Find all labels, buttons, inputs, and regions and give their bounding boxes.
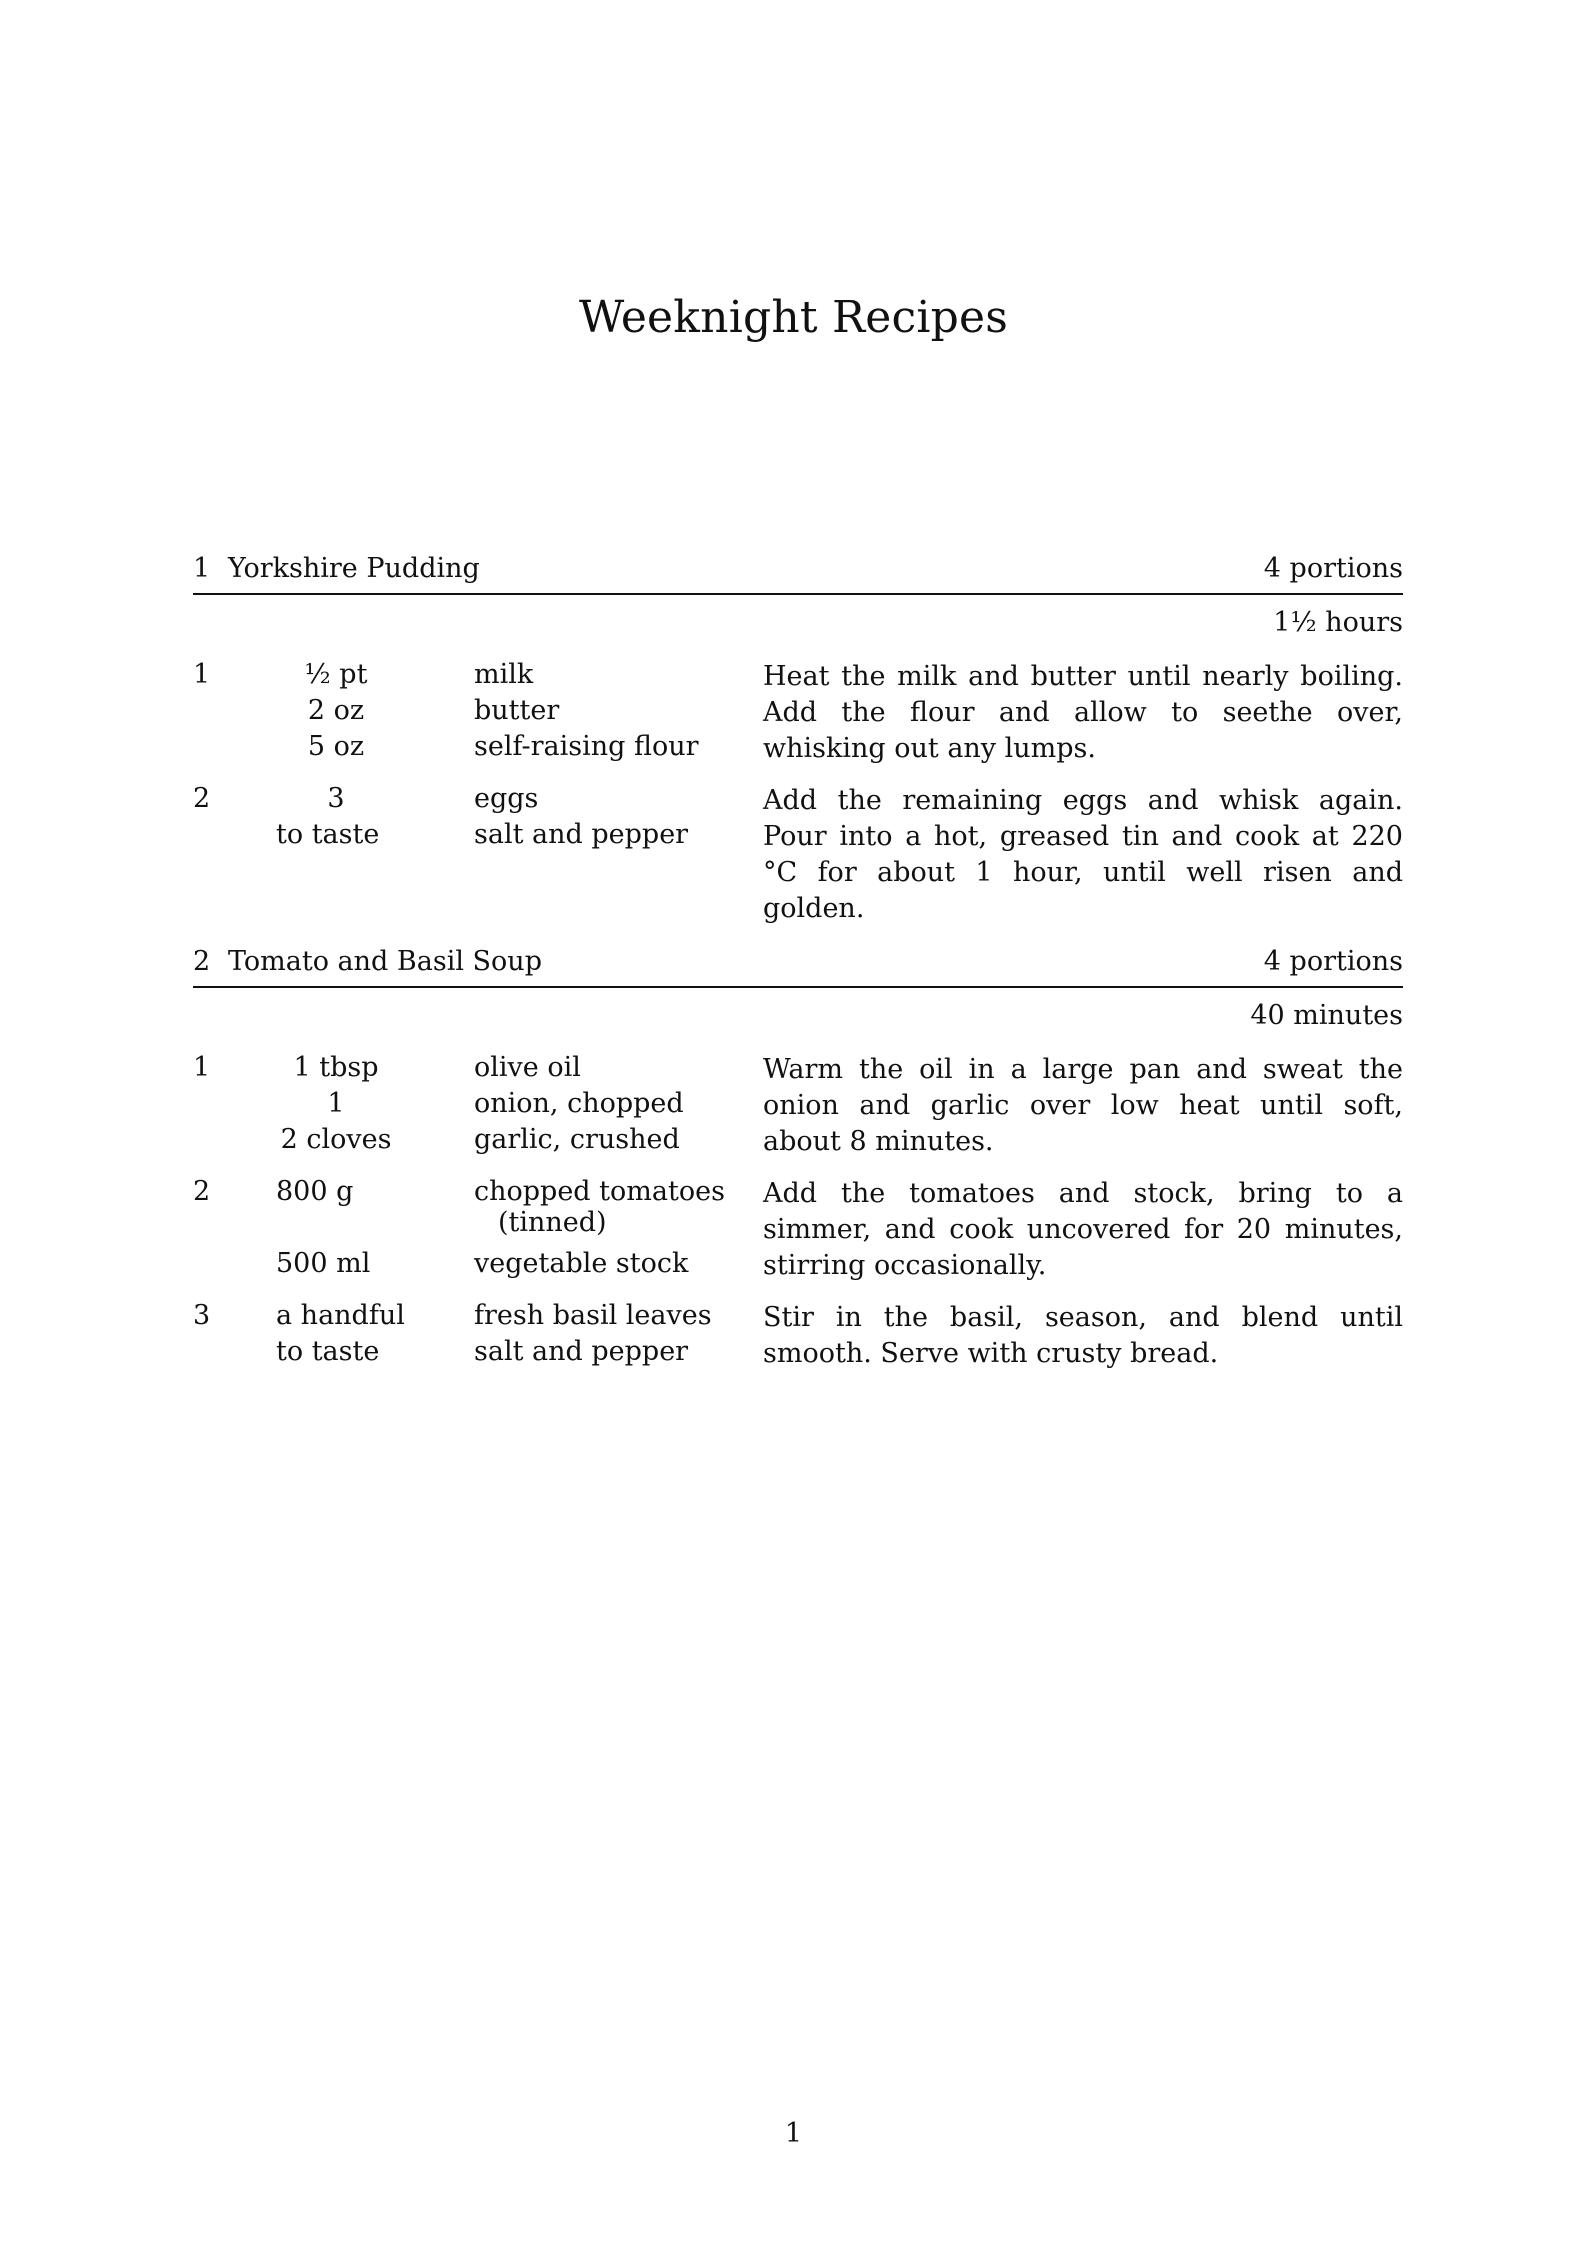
ingredient-list — [276, 1300, 744, 1372]
ingredient-quantity: to taste — [276, 1336, 380, 1367]
recipe-step — [193, 1052, 1403, 1160]
ingredient-quantity: to taste — [276, 819, 380, 850]
recipe-time: 40 minutes — [1250, 1000, 1403, 1031]
recipe-step — [193, 783, 1403, 927]
ingredient-row — [276, 1300, 744, 1336]
ingredient-quantity: 1 — [327, 1088, 345, 1119]
step-method: Add the tomatoes and stock, bring to a simmer, and cook uncovered for 20 minutes, stirring occasionally. — [763, 1178, 1403, 1281]
step-method: Heat the milk and butter until nearly boiling. Add the flour and allow to seethe over, whisking out any lumps. — [763, 661, 1403, 764]
recipe-yorkshire-pudding — [193, 553, 1403, 927]
ingredient-quantity: 2 oz — [307, 695, 365, 726]
ingredient-row — [276, 1124, 744, 1160]
ingredient-row — [276, 731, 744, 767]
ingredient-quantity: 3 — [327, 783, 345, 814]
recipe-name: Tomato and Basil Soup — [228, 946, 542, 977]
ingredient-name: salt and pepper — [474, 819, 689, 850]
ingredient-name-text: chopped tomatoes — [474, 1176, 725, 1207]
recipe-number: 2 — [193, 946, 211, 977]
ingredient-quantity: 2 cloves — [280, 1124, 392, 1155]
ingredient-name: onion, chopped — [474, 1088, 684, 1119]
step-number: 2 — [193, 783, 211, 814]
ingredient-list — [276, 783, 744, 855]
ingredient-name: eggs — [474, 783, 539, 814]
ingredient-name: fresh basil leaves — [474, 1300, 712, 1331]
ingredient-row — [276, 1052, 744, 1088]
recipe-time: 1½ hours — [1273, 607, 1403, 638]
ingredient-row — [276, 659, 744, 695]
ingredient-row — [276, 1176, 744, 1248]
ingredient-quantity: 1 tbsp — [293, 1052, 379, 1083]
recipe-header — [193, 553, 1403, 595]
ingredient-name: salt and pepper — [474, 1336, 689, 1367]
recipe-tomato-basil-soup — [193, 946, 1403, 1372]
step-number: 2 — [193, 1176, 211, 1207]
ingredient-quantity: 500 ml — [276, 1248, 371, 1279]
ingredient-name-continuation: (tinned) — [498, 1207, 607, 1238]
step-method: Stir in the basil, season, and blend until smooth. Serve with crusty bread. — [763, 1302, 1403, 1369]
ingredient-quantity: 800 g — [276, 1176, 354, 1207]
recipe-step — [193, 1176, 1403, 1284]
ingredient-quantity: 5 oz — [307, 731, 365, 762]
ingredient-row — [276, 1336, 744, 1372]
ingredient-name: olive oil — [474, 1052, 581, 1083]
ingredient-quantity: ½ pt — [304, 659, 368, 690]
ingredient-name — [474, 1176, 744, 1248]
recipe-portions: 4 portions — [1263, 553, 1403, 584]
ingredient-row — [276, 695, 744, 731]
ingredient-name: self-raising flour — [474, 731, 699, 762]
ingredient-name: garlic, crushed — [474, 1124, 680, 1155]
recipe-step — [193, 659, 1403, 767]
step-number: 1 — [193, 1052, 211, 1083]
ingredient-name: butter — [474, 695, 560, 726]
ingredient-list — [276, 659, 744, 767]
ingredient-row — [276, 1088, 744, 1124]
document-title: Weeknight Recipes — [578, 292, 1009, 343]
ingredient-quantity: a handful — [276, 1300, 405, 1331]
ingredient-name: vegetable stock — [474, 1248, 689, 1279]
ingredient-list — [276, 1176, 744, 1284]
ingredient-list — [276, 1052, 744, 1160]
recipe-number: 1 — [193, 553, 211, 584]
ingredient-name: milk — [474, 659, 534, 690]
recipe-portions: 4 portions — [1263, 946, 1403, 977]
ingredient-row — [276, 819, 744, 855]
recipe-header — [193, 946, 1403, 988]
ingredient-row — [276, 783, 744, 819]
ingredient-row — [276, 1248, 744, 1284]
step-method: Add the remaining eggs and whisk again. Pour into a hot, greased tin and cook at 220 °C for about 1 hour, until well risen and golden. — [763, 785, 1403, 924]
step-method: Warm the oil in a large pan and sweat the onion and garlic over low heat until soft, about 8 minutes. — [763, 1054, 1403, 1157]
page-number: 1 — [784, 2118, 803, 2149]
recipe-name: Yorkshire Pudding — [228, 553, 480, 584]
step-number: 3 — [193, 1300, 211, 1331]
recipe-step — [193, 1300, 1403, 1372]
step-number: 1 — [193, 659, 211, 690]
